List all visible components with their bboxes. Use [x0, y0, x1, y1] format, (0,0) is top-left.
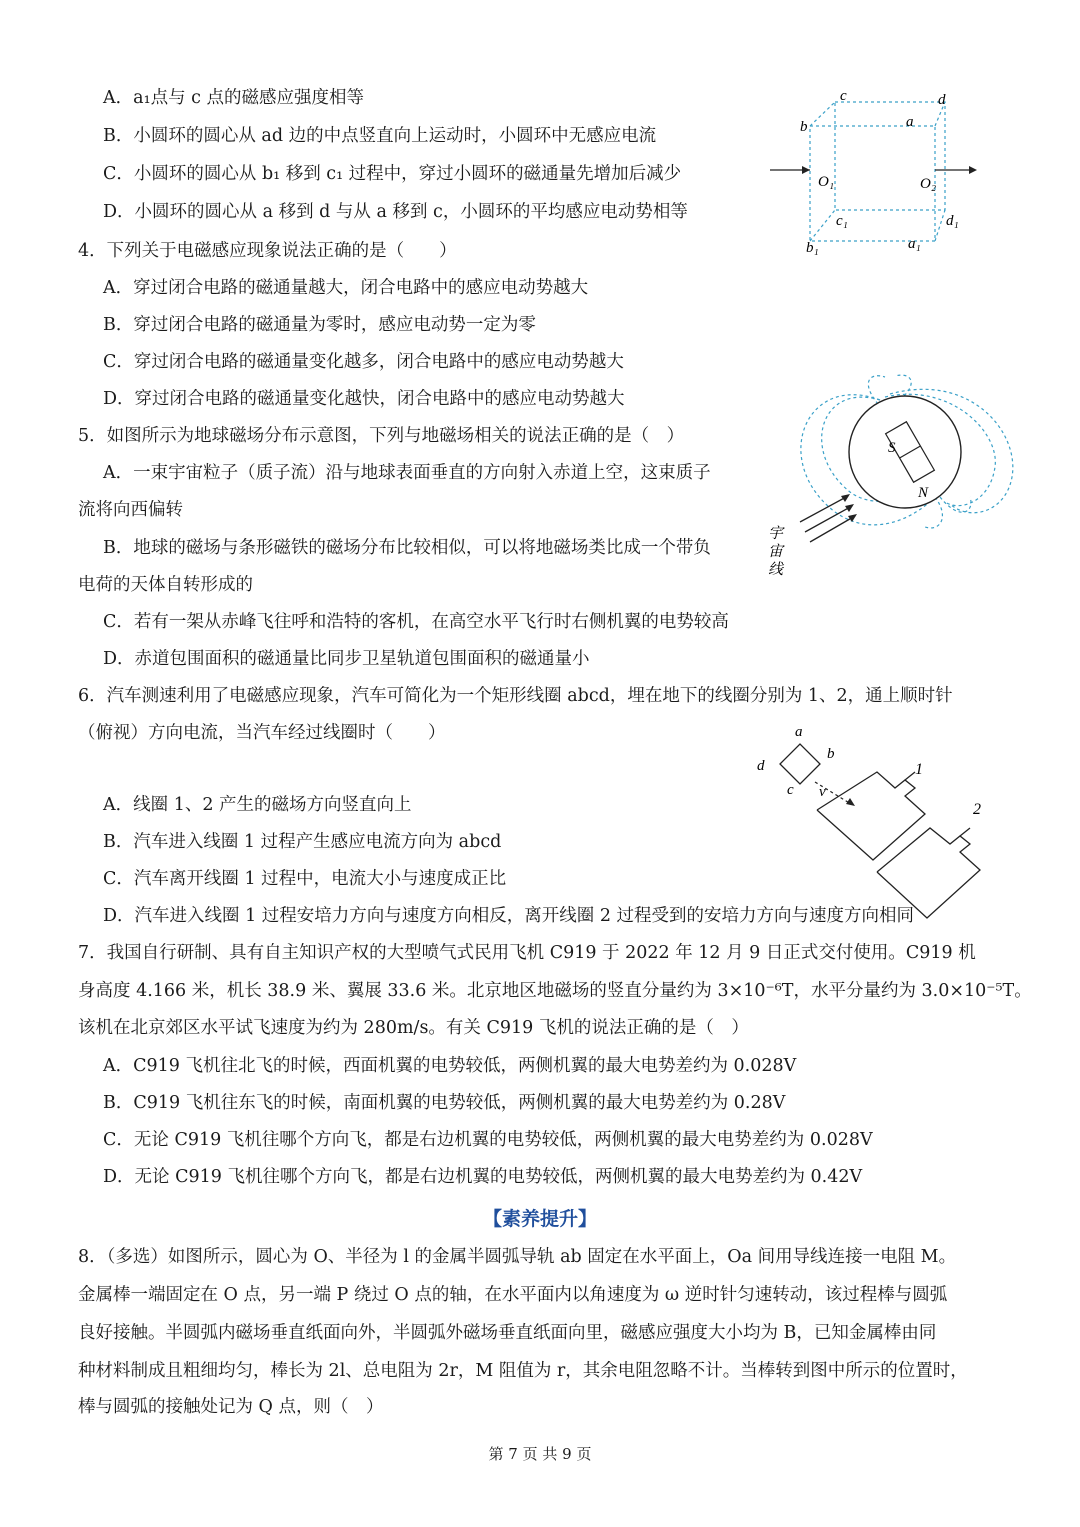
section-title: 【素养提升】	[482, 1208, 597, 1230]
coil-label-a: a	[795, 724, 803, 740]
q3-option-b: B．小圆环的圆心从 ad 边的中点竖直向上运动时，小圆环中无感应电流	[103, 126, 657, 146]
q4-stem: 4．下列关于电磁感应现象说法正确的是（ ）	[78, 241, 457, 261]
page-footer: 第 7 页 共 9 页	[488, 1445, 592, 1463]
q7-stem-line2: 身高度 4.166 米，机长 38.9 米、翼展 33.6 米。北京地区地磁场的竖直分量约为 3×10⁻⁶T，水平分量约为 3.0×10⁻⁵T。	[78, 981, 1032, 1001]
q7-option-b: B．C919 飞机往东飞的时候，南面机翼的电势较低，两侧机翼的最大电势差约为 0.28V	[103, 1093, 786, 1113]
earth-label-ray-2: 宙	[768, 544, 784, 560]
q8-line1: 8．（多选）如图所示，圆心为 O、半径为 l 的金属半圆弧导轨 ab 固定在水平面上，Oa 间用导线连接一电阻 M。	[78, 1247, 957, 1267]
cube-label-a: a	[906, 114, 914, 130]
cube-figure	[770, 88, 990, 258]
q3-option-c: C．小圆环的圆心从 b₁ 移到 c₁ 过程中，穿过小圆环的磁通量先增加后减少	[103, 164, 682, 184]
earth-label-s: S	[888, 440, 896, 456]
earth-field-figure	[760, 372, 1030, 590]
cube-label-o1: O₁	[818, 174, 835, 190]
q5-option-d: D．赤道包围面积的磁通量比同步卫星轨道包围面积的磁通量小	[103, 649, 590, 669]
q5-option-b-line2: 电荷的天体自转形成的	[78, 575, 253, 595]
q4-option-d: D．穿过闭合电路的磁通量变化越快，闭合电路中的感应电动势越大	[103, 389, 625, 409]
cube-label-d1: d₁	[946, 213, 959, 229]
q8-line2: 金属棒一端固定在 O 点，另一端 P 绕过 O 点的轴，在水平面内以角速度为 ω 逆时针匀速转动，该过程棒与圆弧	[78, 1285, 948, 1305]
q5-stem: 5．如图所示为地球磁场分布示意图，下列与地磁场相关的说法正确的是（ ）	[78, 426, 685, 446]
q3-option-d: D．小圆环的圆心从 a 移到 d 与从 a 移到 c，小圆环的平均感应电动势相等	[103, 202, 688, 222]
q6-option-a: A．线圈 1、2 产生的磁场方向竖直向上	[103, 795, 412, 815]
coil-label-1: 1	[915, 761, 923, 778]
q5-option-c: C．若有一架从赤峰飞往呼和浩特的客机，在高空水平飞行时右侧机翼的电势较高	[103, 612, 729, 632]
q3-option-a: A．a₁点与 c 点的磁感应强度相等	[103, 88, 365, 108]
q8-line3: 良好接触。半圆弧内磁场垂直纸面向外，半圆弧外磁场垂直纸面向里，磁感应强度大小均为 B，已知金属棒由同	[78, 1323, 937, 1343]
cube-label-o2: O₂	[920, 176, 937, 192]
q4-option-a: A．穿过闭合电路的磁通量越大，闭合电路中的感应电动势越大	[103, 278, 589, 298]
q7-option-d: D．无论 C919 飞机往哪个方向飞，都是右边机翼的电势较低，两侧机翼的最大电势差约为 0.42V	[103, 1167, 863, 1187]
q6-option-d: D．汽车进入线圈 1 过程安培力方向与速度方向相反，离开线圈 2 过程受到的安培力方向与速度方向相同	[103, 906, 915, 926]
q8-line4: 种材料制成且粗细均匀，棒长为 2l、总电阻为 2r，M 阻值为 r，其余电阻忽略不计。当棒转到图中所示的位置时，	[78, 1361, 968, 1381]
coil-label-c: c	[787, 782, 794, 798]
cube-label-c1: c₁	[836, 213, 848, 229]
q7-stem-line1: 7．我国自行研制、具有自主知识产权的大型喷气式民用飞机 C919 于 2022 年 12 月 9 日正式交付使用。C919 机	[78, 943, 976, 963]
q6-stem-line1: 6．汽车测速利用了电磁感应现象，汽车可简化为一个矩形线圈 abcd，埋在地下的线圈分别为 1、2，通上顺时针	[78, 686, 953, 706]
cube-label-c: c	[840, 88, 847, 104]
cube-label-b1: b₁	[806, 240, 819, 256]
q7-option-c: C．无论 C919 飞机往哪个方向飞，都是右边机翼的电势较低，两侧机翼的最大电势差约为 0.028V	[103, 1130, 873, 1150]
q5-option-a-line2: 流将向西偏转	[78, 500, 183, 520]
cube-label-a1: a₁	[908, 236, 921, 252]
coil-label-v: v	[819, 784, 826, 800]
cube-label-d: d	[938, 92, 946, 108]
q6-stem-line2: （俯视）方向电流，当汽车经过线圈时（ ）	[78, 723, 446, 743]
earth-label-n: N	[918, 485, 929, 501]
q7-stem-line3: 该机在北京郊区水平试飞速度为约为 280m/s。有关 C919 飞机的说法正确的是（ ）	[78, 1018, 749, 1038]
earth-label-ray-1: 宇	[768, 526, 784, 542]
coil-label-2: 2	[973, 801, 981, 818]
coil-label-b: b	[827, 746, 835, 762]
q8-line5: 棒与圆弧的接触处记为 Q 点，则（ ）	[78, 1397, 384, 1417]
q5-option-a-line1: A．一束宇宙粒子（质子流）沿与地球表面垂直的方向射入赤道上空，这束质子	[103, 463, 711, 483]
coil-figure	[755, 722, 1000, 897]
q5-option-b-line1: B．地球的磁场与条形磁铁的磁场分布比较相似，可以将地磁场类比成一个带负	[103, 538, 711, 558]
q6-option-b: B．汽车进入线圈 1 过程产生感应电流方向为 abcd	[103, 832, 502, 852]
q4-option-c: C．穿过闭合电路的磁通量变化越多，闭合电路中的感应电动势越大	[103, 352, 624, 372]
q6-option-c: C．汽车离开线圈 1 过程中，电流大小与速度成正比	[103, 869, 507, 889]
q7-option-a: A．C919 飞机往北飞的时候，西面机翼的电势较低，两侧机翼的最大电势差约为 0.028V	[103, 1056, 797, 1076]
coil-label-d: d	[757, 758, 765, 774]
cube-label-b: b	[800, 119, 808, 135]
earth-label-ray-3: 线	[768, 562, 784, 578]
q4-option-b: B．穿过闭合电路的磁通量为零时，感应电动势一定为零	[103, 315, 536, 335]
